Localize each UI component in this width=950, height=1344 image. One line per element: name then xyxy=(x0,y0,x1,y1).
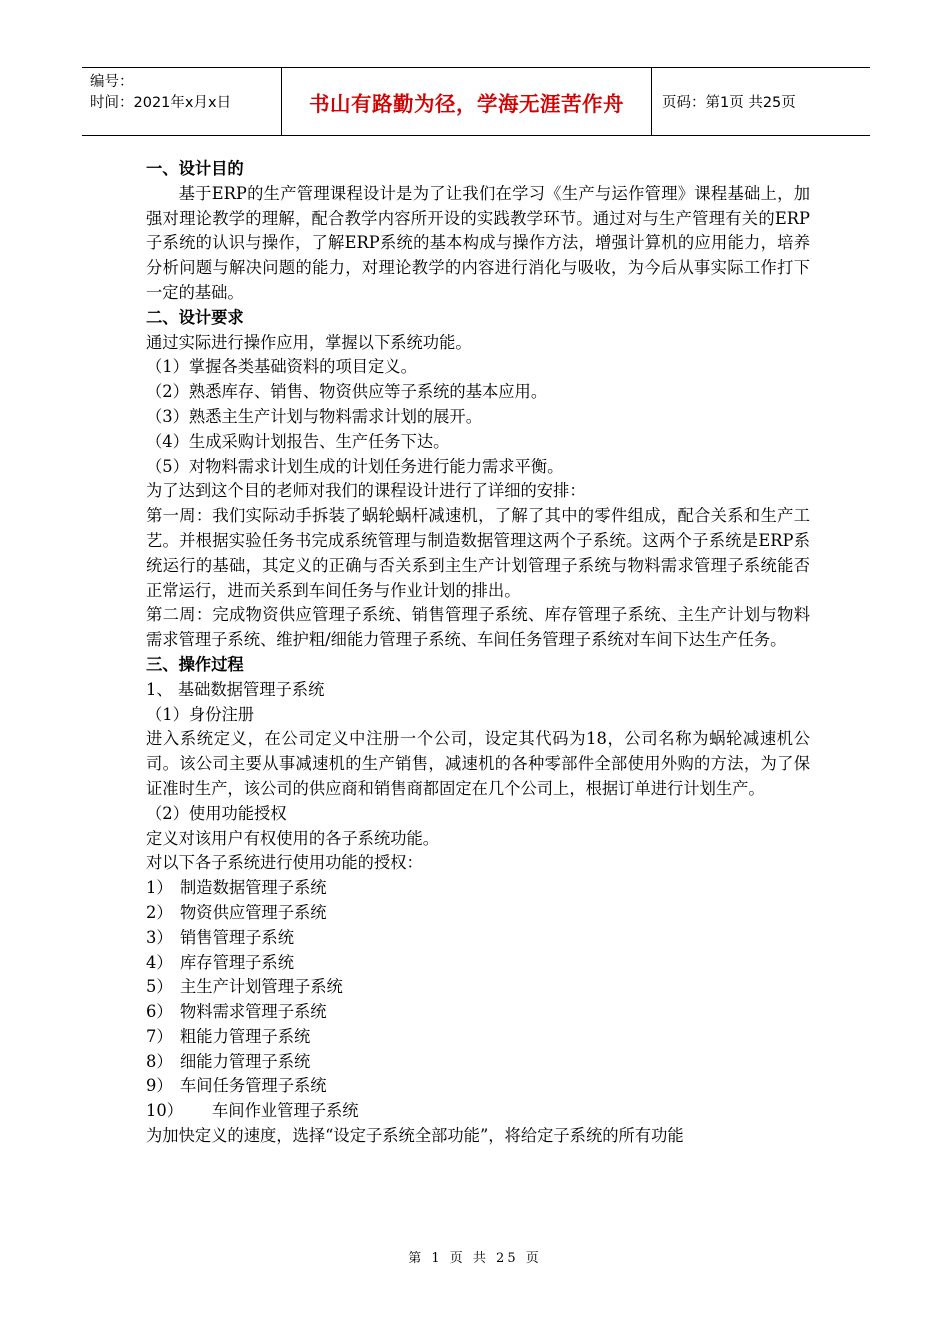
list-number: 7） xyxy=(146,1026,173,1046)
list-item: （5）对物料需求计划生成的计划任务进行能力需求平衡。 xyxy=(146,456,564,476)
section-title-3: 三、操作过程 xyxy=(146,654,244,674)
list-item xyxy=(146,1025,810,1050)
list-number: 6） xyxy=(146,1002,173,1022)
header-number-label: 编号： xyxy=(90,74,134,90)
list-number: 10） xyxy=(146,1101,183,1121)
header-meta xyxy=(82,68,282,135)
header-time-label: 时间：2021年x月x日 xyxy=(90,95,232,111)
paragraph: 为了达到这个目的老师对我们的课程设计进行了详细的安排： xyxy=(146,481,586,501)
list-text: 车间作业管理子系统 xyxy=(212,1101,359,1121)
list-text: 制造数据管理子系统 xyxy=(180,878,327,898)
list-number: 1） xyxy=(146,878,173,898)
list-text: 销售管理子系统 xyxy=(180,927,294,947)
paragraph: 基于ERP的生产管理课程设计是为了让我们在学习《生产与运作管理》课程基础上，加强对理论教学的理解，配合教学内容所开设的实践教学环节。通过对与生产管理有关的ERP子系统的认识与操作，了解ERP系统的基本构成与操作方法，增强计算机的应用能力，培养分析问题与解决问题的能力，对理论教学的内容进行消化与吸收，为今后从事实际工作打下一定的基础。 xyxy=(146,183,810,302)
list-number: 5） xyxy=(146,977,173,997)
subsection-title: （2）使用功能授权 xyxy=(146,803,287,823)
page-footer: 第 1 页 共 25 页 xyxy=(408,1251,542,1266)
list-item: （3）熟悉主生产计划与物料需求计划的展开。 xyxy=(146,406,482,426)
header-motto: 书山有路勤为径，学海无涯苦作舟 xyxy=(309,91,624,116)
paragraph: 为加快定义的速度，选择“设定子系统全部功能”，将给定子系统的所有功能 xyxy=(146,1126,684,1146)
list-item xyxy=(146,951,810,976)
list-item xyxy=(146,876,810,901)
paragraph: 第二周：完成物资供应管理子系统、销售管理子系统、库存管理子系统、主生产计划与物料需求管理子系统、维护粗/细能力管理子系统、车间任务管理子系统对车间下达生产任务。 xyxy=(146,605,810,650)
list-item xyxy=(146,1074,810,1099)
header-page-info: 页码：第1页 共25页 xyxy=(662,95,796,111)
section-title-2: 二、设计要求 xyxy=(146,307,244,327)
list-text: 物资供应管理子系统 xyxy=(180,902,327,922)
subsection-title: 1、 基础数据管理子系统 xyxy=(146,679,325,699)
list-number: 9） xyxy=(146,1076,173,1096)
paragraph: 进入系统定义，在公司定义中注册一个公司，设定其代码为18，公司名称为蜗轮减速机公司。该公司主要从事减速机的生产销售，减速机的各种零部件全部使用外购的方法，为了保证准时生产，该公司的供应商和销售商都固定在几个公司上，根据订单进行计划生产。 xyxy=(146,729,810,798)
list-text: 库存管理子系统 xyxy=(180,952,294,972)
list-number: 4） xyxy=(146,952,173,972)
list-item: （1）掌握各类基础资料的项目定义。 xyxy=(146,357,417,377)
subsection-title: （1）身份注册 xyxy=(146,704,255,724)
header-motto-cell xyxy=(282,68,652,135)
list-item xyxy=(146,975,810,1000)
list-item: （2）熟悉库存、销售、物资供应等子系统的基本应用。 xyxy=(146,382,548,402)
page-header xyxy=(82,67,870,136)
list-number: 8） xyxy=(146,1051,173,1071)
list-item xyxy=(146,926,810,951)
document-body xyxy=(146,157,810,1149)
list-item xyxy=(146,1050,810,1075)
list-text: 主生产计划管理子系统 xyxy=(180,977,343,997)
list-item xyxy=(146,901,810,926)
list-number: 3） xyxy=(146,927,173,947)
list-item xyxy=(146,1000,810,1025)
list-text: 细能力管理子系统 xyxy=(180,1051,311,1071)
list-item: （4）生成采购计划报告、生产任务下达。 xyxy=(146,431,450,451)
paragraph: 通过实际进行操作应用，掌握以下系统功能。 xyxy=(146,332,472,352)
paragraph: 对以下各子系统进行使用功能的授权： xyxy=(146,853,423,873)
paragraph: 第一周：我们实际动手拆装了蜗轮蜗杆减速机，了解了其中的零件组成，配合关系和生产工艺。并根据实验任务书完成系统管理与制造数据管理这两个子系统。这两个子系统是ERP系统运行的基础，其定义的正确与否关系到主生产计划管理子系统与物料需求管理子系统能否正常运行，进而关系到车间任务与作业计划的排出。 xyxy=(146,506,810,600)
list-text: 物料需求管理子系统 xyxy=(180,1002,327,1022)
section-title-1: 一、设计目的 xyxy=(146,159,244,178)
paragraph: 定义对该用户有权使用的各子系统功能。 xyxy=(146,828,440,848)
list-text: 车间任务管理子系统 xyxy=(180,1076,327,1096)
list-text: 粗能力管理子系统 xyxy=(180,1026,311,1046)
list-item xyxy=(146,1099,810,1124)
list-number: 2） xyxy=(146,902,173,922)
